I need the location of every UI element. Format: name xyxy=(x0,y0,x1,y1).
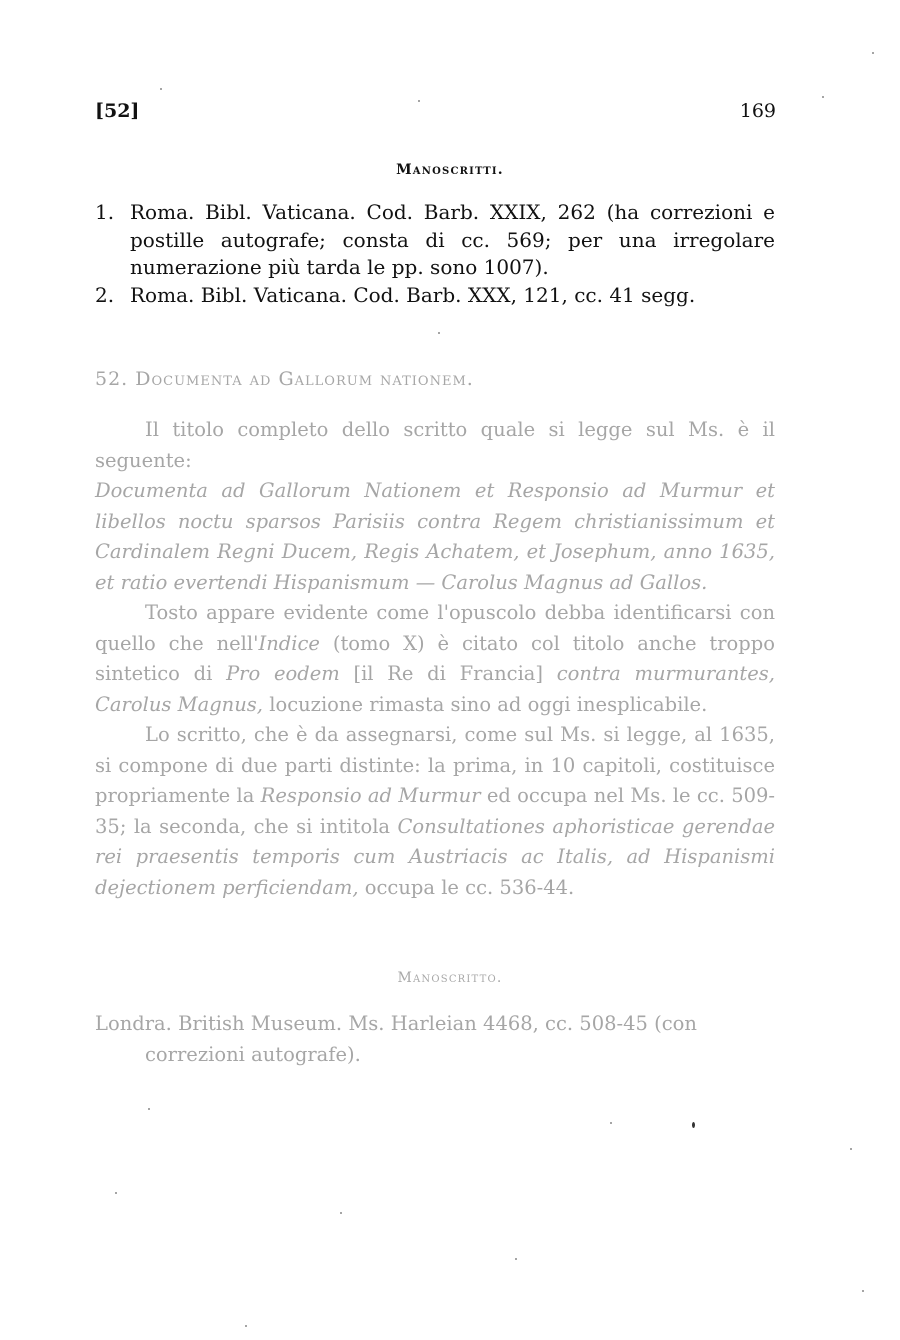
list-item-text: Roma. Bibl. Vaticana. Cod. Barb. XXX, 121, cc. 41 segg. xyxy=(130,282,696,307)
manuscript-entry xyxy=(95,1009,775,1070)
scan-speck xyxy=(822,96,824,98)
paragraph-text: [il Re di Francia] xyxy=(339,662,557,685)
list-item xyxy=(95,282,775,310)
manuscript-entry-line: correzioni autografe). xyxy=(145,1042,361,1066)
list-item xyxy=(95,199,775,282)
list-item-text: Roma. Bibl. Vaticana. Cod. Barb. XXIX, 262 (ha correzioni e postille autografe; consta di cc. 569; per una irregolare numerazione più tarda le pp. sono 1007). xyxy=(130,200,775,279)
page-number: 169 xyxy=(739,100,776,122)
manuscripts-heading: Manoscritti. xyxy=(396,162,504,178)
paragraph-text: locuzione rimasta sino ad oggi inesplicabile. xyxy=(263,692,708,716)
scan-speck xyxy=(438,332,440,334)
paragraph-structure xyxy=(95,720,775,903)
scan-speck xyxy=(340,1212,342,1214)
paragraph-text: Tosto appare evidente come l'opuscolo debba identificarsi con quello che nell' xyxy=(95,601,775,655)
paragraph-text: (tomo X) è citato col titolo anche troppo sintetico di xyxy=(95,631,775,685)
paragraph-text: Lo scritto, che è da assegnarsi, come sul Ms. si legge, al 1635, si compone di due parti distinte: la prima, in 10 capitoli, costituisce propriamente la xyxy=(95,723,775,807)
italic-text: Responsio ad Murmur xyxy=(260,784,481,807)
intro-paragraph: Il titolo completo dello scritto quale si legge sul Ms. è il seguente: xyxy=(95,418,775,472)
scan-speck xyxy=(418,100,420,102)
section-heading xyxy=(95,368,474,390)
italic-text: Consultationes aphoristicae gerendae rei praesentis temporis cum Austriacis ac Italis, ad Hispanismi dejectionem perficiendam, xyxy=(95,814,775,899)
paragraph-text: occupa le cc. 536-44. xyxy=(358,875,575,899)
scan-speck xyxy=(850,1148,852,1150)
list-item-number: 1. xyxy=(95,200,115,224)
scan-speck xyxy=(872,52,874,54)
scan-speck xyxy=(148,1108,150,1110)
section-body xyxy=(95,415,775,903)
page-section-number: [52] xyxy=(95,100,140,122)
italic-text: Indice xyxy=(258,631,320,655)
list-item-number: 2. xyxy=(95,282,115,307)
italic-text: contra murmurantes, Carolus Magnus, xyxy=(95,662,775,716)
scan-speck xyxy=(245,1325,247,1327)
manuscript-entry-line: Londra. British Museum. Ms. Harleian 4468, cc. 508-45 (con xyxy=(95,1012,697,1035)
scan-speck xyxy=(692,1122,695,1128)
scan-speck xyxy=(610,1122,612,1124)
manuscripts-list xyxy=(95,199,775,309)
paragraph-identification xyxy=(95,598,775,720)
section-number: 52. xyxy=(95,368,129,390)
manuscript-heading: Manoscritto. xyxy=(397,970,503,986)
scan-speck xyxy=(160,88,162,90)
scan-speck xyxy=(115,1192,117,1194)
italic-text: Pro eodem xyxy=(226,662,340,685)
paragraph-text: ed occupa nel Ms. le cc. 509-35; la seconda, che si intitola xyxy=(95,784,776,838)
scan-speck xyxy=(862,1290,864,1292)
title-quote: Documenta ad Gallorum Nationem et Responsio ad Murmur et libellos noctu sparsos Parisiis contra Regem christianissimum et Cardinalem Regni Ducem, Regis Achatem, et Josephum, anno 1635, et ratio evertendi Hispanismum — Carolus Magnus ad Gallos. xyxy=(95,479,775,594)
section-title: Documenta ad Gallorum nationem. xyxy=(135,368,474,390)
scan-speck xyxy=(515,1258,517,1260)
